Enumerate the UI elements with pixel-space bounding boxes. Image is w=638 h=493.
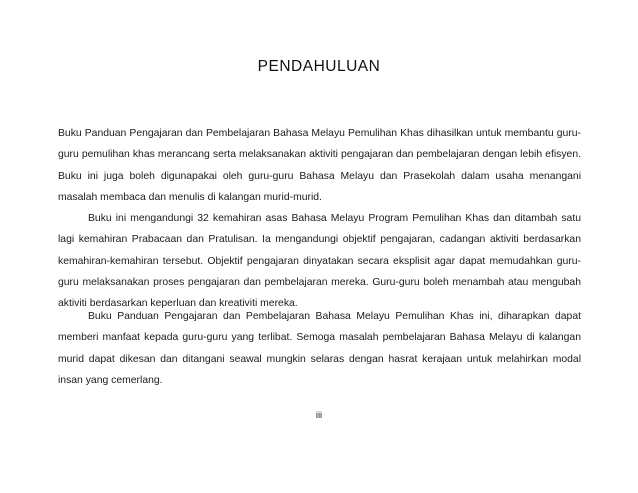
page-title: PENDAHULUAN	[257, 58, 381, 75]
paragraph-closing: Buku Panduan Pengajaran dan Pembelajaran Bahasa Melayu Pemulihan Khas ini, diharapkan dapat memberi manfaat kepada guru-guru yang terlibat. Semoga masalah pembelajaran Bahasa Melayu di kalangan murid dapat dikesan dan ditangani seawal mungkin selaras dengan hasrat kerajaan untuk melahirkan modal insan yang cemerlang.	[58, 311, 581, 386]
paragraph-introduction: Buku Panduan Pengajaran dan Pembelajaran Bahasa Melayu Pemulihan Khas dihasilkan untuk membantu guru-guru pemulihan khas merancang serta melaksanakan aktiviti pengajaran dan pembelajaran dengan lebih efisyen. Buku ini juga boleh digunapakai oleh guru-guru Bahasa Melayu dan Prasekolah dalam usaha menangani masalah membaca dan menulis di kalangan murid-murid.	[58, 128, 581, 203]
page-number: iii	[315, 410, 323, 421]
paragraph-contents: Buku ini mengandungi 32 kemahiran asas Bahasa Melayu Program Pemulihan Khas dan ditambah satu lagi kemahiran Prabacaan dan Pratulisan. Ia mengandungi objektif pengajaran, cadangan aktiviti berdasarkan kemahiran-kemahiran tersebut. Objektif pengajaran dinyatakan secara eksplisit agar dapat memudahkan guru-guru melaksanakan proses pengajaran dan pembelajaran mereka. Guru-guru boleh menambah atau mengubah aktiviti berdasarkan keperluan dan kreativiti mereka.	[58, 213, 581, 310]
